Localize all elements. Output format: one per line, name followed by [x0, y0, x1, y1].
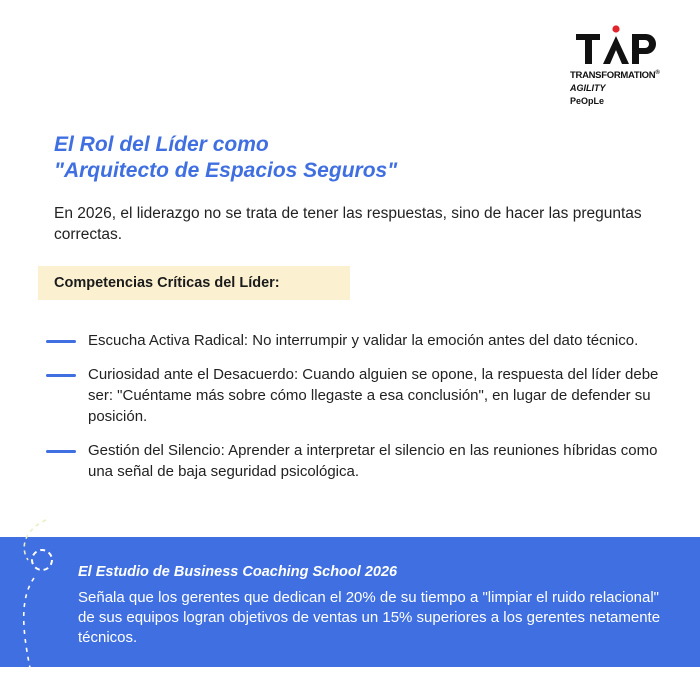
list-item	[46, 364, 666, 427]
logo-line-people: PeOpLe	[570, 96, 605, 106]
list-item-text: Escucha Activa Radical: No interrumpir y validar la emoción antes del dato técnico.	[88, 332, 639, 349]
dash-bullet-icon	[46, 340, 76, 343]
study-body: Señala que los gerentes que dedican el 20% de su tiempo a "limpiar el ruido relacional" de sus equipos logran objetivos de ventas un 15% superiores a los gerentes netamente técnicos.	[78, 589, 661, 646]
list-item	[46, 440, 666, 482]
title-line-1: El Rol del Líder como	[54, 133, 269, 156]
study-title: El Estudio de Business Coaching School 2026	[78, 564, 398, 580]
registered-mark: ®	[655, 70, 660, 76]
competencias-heading	[38, 266, 350, 300]
dashed-curve-decoration-icon	[14, 518, 64, 678]
title-line-2: "Arquitecto de Espacios Seguros"	[54, 159, 398, 182]
page-title	[54, 132, 574, 184]
list-item-text: Gestión del Silencio: Aprender a interpretar el silencio en las reuniones híbridas como una señal de baja seguridad psicológica.	[88, 442, 658, 480]
intro-paragraph: En 2026, el liderazgo no se trata de tener las respuestas, sino de hacer las preguntas correctas.	[54, 205, 642, 243]
dash-bullet-icon	[46, 374, 76, 377]
study-callout	[0, 537, 700, 667]
competencias-label: Competencias Críticas del Líder:	[54, 275, 280, 291]
list-item-text: Curiosidad ante el Desacuerdo: Cuando alguien se opone, la respuesta del líder debe ser: "Cuéntame más sobre cómo llegaste a esa conclusión", en lugar de defender su posición.	[88, 366, 659, 425]
list-item	[46, 330, 666, 351]
logo-line-transformation: TRANSFORMATION®	[570, 70, 660, 81]
competencias-list	[46, 330, 666, 495]
tap-logo-mark	[576, 24, 668, 66]
tap-logo	[568, 22, 678, 112]
dash-bullet-icon	[46, 450, 76, 453]
logo-line-agility: AGILITY	[570, 83, 606, 93]
